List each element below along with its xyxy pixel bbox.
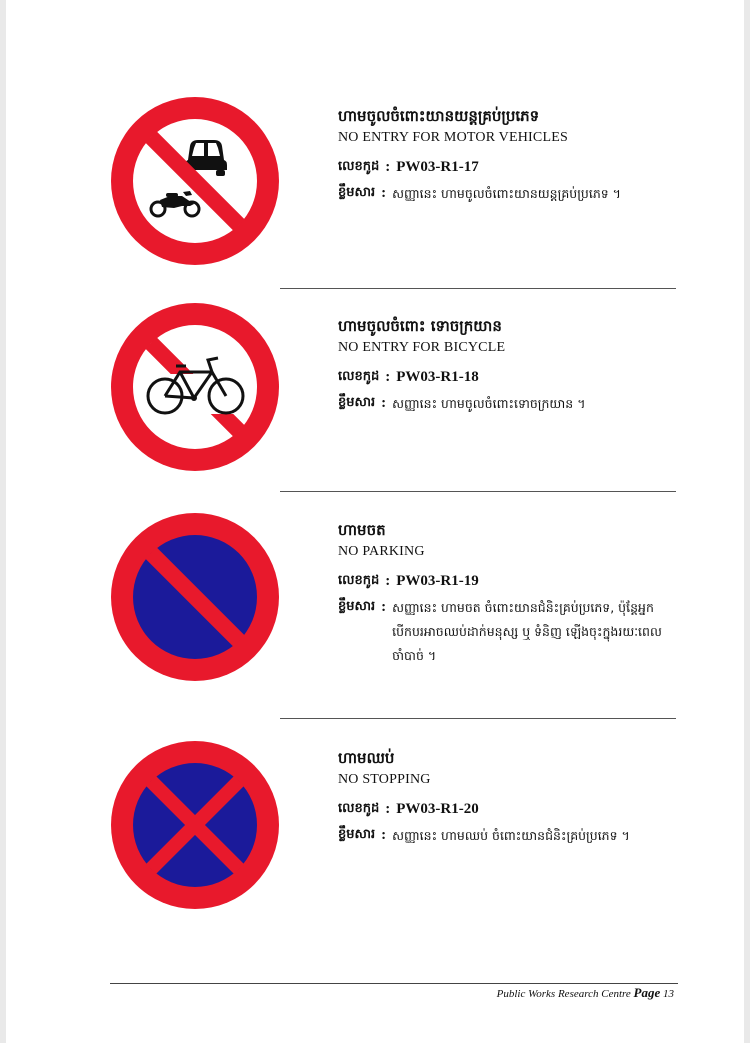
code-row xyxy=(338,570,678,592)
code-label: លេខកូដ xyxy=(338,369,380,384)
colon: : xyxy=(381,185,387,201)
colon: : xyxy=(385,369,391,385)
sign-code: PW03-R1-19 xyxy=(396,573,479,589)
meaning-row xyxy=(338,824,678,848)
footer-page-label: Page xyxy=(633,985,661,1000)
colon: : xyxy=(385,159,391,175)
meaning-label: ខ្លឹមសារ xyxy=(338,185,376,200)
code-label: លេខកូដ xyxy=(338,159,380,174)
no-stopping-sign-icon xyxy=(110,740,280,910)
sign-title-km: ហាមចូលចំពោះ ទោចក្រយាន xyxy=(338,317,502,335)
code-row xyxy=(338,798,678,820)
sign-code: PW03-R1-18 xyxy=(396,369,479,385)
divider xyxy=(280,491,676,492)
code-row xyxy=(338,366,678,388)
divider xyxy=(280,718,676,719)
meaning-label: ខ្លឹមសារ xyxy=(338,599,376,614)
code-row xyxy=(338,156,678,178)
no-parking-sign-icon xyxy=(110,512,280,682)
sign-title-en: NO ENTRY FOR BICYCLE xyxy=(338,340,506,355)
sign-title-en: NO ENTRY FOR MOTOR VEHICLES xyxy=(338,130,568,145)
sign-description: សញ្ញានេះ ហាមចូលចំពោះយានយន្តគ្រប់ប្រភេទ ។ xyxy=(392,186,621,201)
meaning-label: ខ្លឹមសារ xyxy=(338,827,376,842)
colon: : xyxy=(381,599,387,615)
sign-code: PW03-R1-17 xyxy=(396,159,479,175)
footer-page-number: 13 xyxy=(663,988,674,1000)
sign-title-en: NO STOPPING xyxy=(338,772,431,787)
divider xyxy=(280,288,676,289)
sign-title-en: NO PARKING xyxy=(338,544,425,559)
sign-description: សញ្ញានេះ ហាមចូលចំពោះទោចក្រយាន ។ xyxy=(392,396,586,411)
meaning-label: ខ្លឹមសារ xyxy=(338,395,376,410)
colon: : xyxy=(385,573,391,589)
page-footer xyxy=(497,984,674,1003)
no-motor-vehicles-sign-icon xyxy=(110,96,280,266)
colon: : xyxy=(385,801,391,817)
sign-description: សញ្ញានេះ ហាមចត ចំពោះយានជំនិះគ្រប់ប្រភេទ, ប៉ុន្តែអ្នកបើកបរអាចឈប់ដាក់មនុស្ស ឬ ទំនិញ ឡើងចុះក្នុងរយៈពេលចាំបាច់ ។ xyxy=(392,600,662,663)
colon: : xyxy=(381,827,387,843)
code-label: លេខកូដ xyxy=(338,573,380,588)
code-label: លេខកូដ xyxy=(338,801,380,816)
footer-org: Public Works Research Centre xyxy=(496,988,631,1000)
sign-title-km: ហាមចត xyxy=(338,521,386,539)
colon: : xyxy=(381,395,387,411)
sign-code: PW03-R1-20 xyxy=(396,801,479,817)
meaning-row xyxy=(338,596,678,668)
no-bicycle-sign-icon xyxy=(110,302,280,472)
document-page xyxy=(6,0,744,1043)
meaning-row xyxy=(338,392,678,416)
sign-description: សញ្ញានេះ ហាមឈប់ ចំពោះយានជំនិះគ្រប់ប្រភេទ ។ xyxy=(392,828,630,843)
sign-title-km: ហាមចូលចំពោះយានយន្តគ្រប់ប្រភេទ xyxy=(338,107,540,125)
meaning-row xyxy=(338,182,678,206)
sign-title-km: ហាមឈប់ xyxy=(338,749,395,767)
